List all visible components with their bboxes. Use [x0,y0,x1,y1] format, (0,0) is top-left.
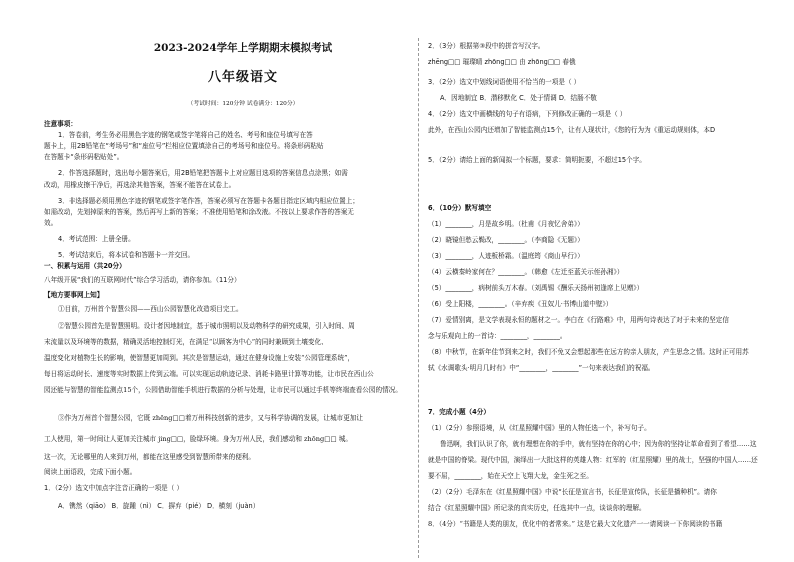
question-7-1-text: 要不屈，________，始在天空上飞翔大龙，金生死之至。 [428,472,593,480]
notice-line: 在答题卡“条形码粘贴处”。 [44,153,124,161]
notice-line: 3．非选择题必须用黑色字迹的钢笔或签字笔作答，答案必须写在答题卡各题目指定区域内相应位置上； [58,197,359,205]
fill-line: （5）________，病树前头万木春。（刘禹锡《酬乐天扬州初逢席上见赠》） [428,284,644,292]
question-1: 1．（2分）选文中加点字注音正确的一项是（ ） [44,484,184,492]
fill-line: （3）________，人迹板桥霜。（温庭筠《商山早行》） [428,252,584,260]
question-4-sentence: 此外，在西山公园内还增加了智能监测点15个，让有人现状计，《您的行为为《重运动规则体，本D [428,126,716,134]
question-7-1: （1）（2分）参照语境，从《红星照耀中国》里的人物任选一个，补写句子。 [428,424,651,432]
question-3-options: A．因地制宜 B．潜移默化 C．处于情调 D．结肠不敬 [440,94,597,102]
notice-line: 如需改动，先划掉原来的答案，然后再写上新的答案；不准使用铅笔和涂改液。不按以上要求作答的答案无 [44,208,354,216]
question-1-options: A．镌然（qiāo） B．旋踵（nì） C．摒弃（pié） D．横刻（juàn） [58,502,260,510]
passage-line: 每日将运动时长、速度等实时数据上传到云端。可以实现运动轨迹记录、消耗卡路里计算等功能，让市民在西山公 [44,370,374,378]
passage-line: ③作为万州首个智慧公园，它既 zhēng□□着万州科技创新的进步，又与科学协调的发展，让城市更加让 [58,414,363,422]
question-8: 8．（4分）“书籍是人类的朋友，优化中的者常来。” 这是它最大文化遗产一一请阅读一下你阅读的书籍 [428,520,723,528]
notice-line: 题卡上，用2B铅笔在“考场号”和“座位号”栏相应位置填涂自己的考场号和座位号。将条形码粘贴 [44,142,324,150]
notice-heading: 注意事项： [44,120,77,128]
question-4: 4．（2分）选文中画横线的句子有语病，下列修改正确的一项是（ ） [428,110,627,118]
reading-instruction: 阅读上面语段，完成下面小题。 [44,468,137,476]
column-divider [418,38,419,558]
activity-intro: 八年级开展“我们的互联网时代”综合学习活动，请你参加。（11分） [44,276,241,284]
subsection-heading: 【地方要事网上知】 [44,291,104,299]
fill-line: 轼《水调歌头·明月几时有》中“________，________”一句来表达我们的祝福。 [428,364,655,372]
right-column [420,0,794,562]
question-2: 2．（3分）根据第③段中的拼音写汉字。 [428,42,545,50]
fill-line: （7）爱情别离，是文学表现永恒的题材之一。李白在《行路难》中，用两句诗表达了对于未来的坚定信 [428,316,729,324]
question-7: 7．完成小题（4分） [428,408,490,416]
question-7-1-text: 鲁迅啊，我们认识了你，就有理想在你的手中，就有坚持在你的心中；因为你的坚持让革命看到了希望……这 [440,440,757,448]
question-7-2: （2）（2分）毛泽东在《红星照耀中国》中说“长征是宣言书，长征是宣传队，长征是播种机”。请你 [428,488,717,496]
subject-title: 八年级语文 [207,70,278,85]
question-7-2-text: 结合《红星照耀中国》所记录的真实历史，任选其中一点，谈谈你的理解。 [428,504,646,512]
fill-line: （4）云横秦岭家何在？________。（韩愈《左迁至蓝关示侄孙湘》） [428,268,624,276]
passage-line: ①目前，万州首个智慧公园——西山公园智慧化改造项目完工。 [58,305,243,313]
passage-line: 温度变化对植物生长的影响，使智慧更加周到。其次是智慧运动，通过在健身设施上安装“公园管理系统”， [44,354,355,362]
exam-meta: （考试时间：120分钟 试卷满分：120分） [187,101,299,107]
notice-line: 4．考试范围：上册全册。 [58,235,135,243]
passage-line: 末流量以及环境等的数据，精确灵活地控制灯光，在满足“以顾客为中心”的同时兼顾到土壤变化、 [44,338,328,346]
notice-line: 改动，用橡皮擦干净后，再选涂其他答案，答案不能答在试卷上。 [44,181,236,189]
passage-line: ②智慧公园首先是智慧照明。设计者因地制宜，基于城市照明以及动物科学的研究成果，引入时间、周 [58,322,355,330]
passage-line: 这一次，无论哪里的人来到万州，都能在这里感受到智慧所带来的便利。 [44,453,255,461]
fill-line: （6）受上阳楼，________。（辛弃疾《丑奴儿·书博山道中壁》） [428,300,613,308]
question-7-1-text: 就是中国的脊梁。现代中国，演绎出一大批这样的英雄人物：红军的（红星照耀）里的战士，坚强的中国人……还 [428,456,758,464]
fill-line: （1）________，月是故乡明。（杜甫《月夜忆舍弟》） [428,220,584,228]
question-3: 3．（2分）选文中划线词语使用不恰当的一项是（ ） [428,78,581,86]
question-2-pinyin: zhēng□□ 璀璨晴 zhōng□□ 由 zhōng□□ 春俄 [428,58,576,66]
fill-line: （8）中秋节，在新年佳节到来之时，我们不免又会想起那些在远方的亲人朋友，产生思念之情。这时正可用苏 [428,348,749,356]
exam-title: 2023-2024学年上学期期末模拟考试 [153,42,333,54]
passage-line: 工人使用，第一时间让人更加关注城市 jing□□，脸绿环境。身为万州人民，我们感动和 zhōng□□ 城。 [44,435,352,443]
fill-line: （2）晓镜但愁云鬓改，________。（李商隐《无题》） [428,236,584,244]
passage-line: 园还能与智慧的智能监测点15个，公园借助智能手机进行数据的分析与处理，让市民可以通过手机等终端查看公园的情况。 [44,386,402,394]
question-6: 6．（10分）默写填空 [428,204,492,212]
fill-line: 念与乐观向上的一首诗：________，________。 [428,332,567,340]
notice-line: 2．作答选择题时，选出每小题答案后，用2B铅笔把答题卡上对应题目选项的答案信息点涂黑；如需 [58,169,348,177]
question-5: 5．（2分）请给上面的新闻拟一个标题，要求：简明扼要，不超过15个字。 [428,156,646,164]
notice-line: 效。 [44,219,58,227]
notice-line: 5．考试结束后，将本试卷和答题卡一并交回。 [58,251,195,259]
section-heading: 一、积累与运用（共20分） [44,262,126,270]
notice-line: 1．答卷前，考生务必用黑色字迹的钢笔或签字笔将自己的姓名、考号和座位号填写在答 [58,131,313,139]
